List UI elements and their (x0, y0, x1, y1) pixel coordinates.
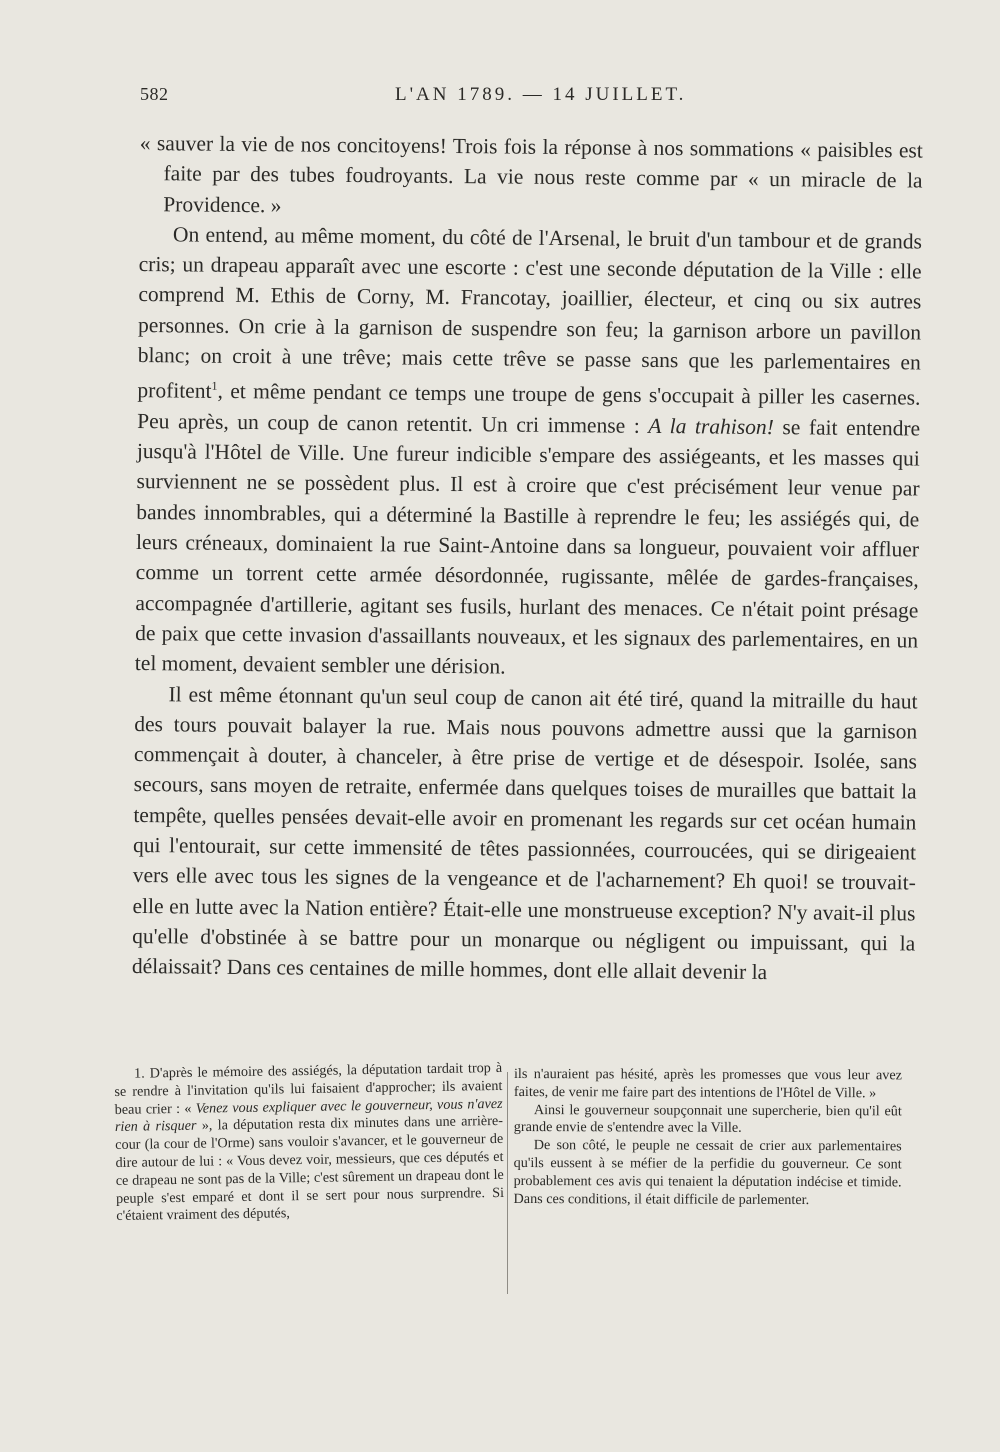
footnote-column-left (114, 1060, 504, 1226)
footnote-paragraph: ils n'auraient pas hésité, après les promesses que vous leur avez faites, de venir me faire part des intentions de l'Hôtel de Ville. » (513, 1066, 902, 1102)
footnotes (114, 1059, 914, 1296)
footnote-column-right (514, 1066, 902, 1210)
paragraph-arsenal (135, 219, 922, 686)
italic-phrase: A la trahison! (648, 413, 774, 439)
footnote-paragraph (114, 1060, 504, 1226)
column-divider (507, 1072, 508, 1294)
quote-paragraph: « sauver la vie de nos concitoyens! Trois fois la réponse à nos sommations « paisibles est faite par des tubes foudroyants. La vie nous reste comme par « un miracle de la Providence. » (139, 130, 923, 217)
paragraph-text: se fait entendre jusqu'à l'Hôtel de Ville. Une fureur indicible s'empare des assiégeants, et les masses qui surviennent ne se possèdent plus. Il est à croire que c'est précisément leur venue par bandes innombrables, qui a déterminé la Bastille à reprendre le feu; les assiégés qui, de leurs créneaux, dominaient la rue Saint-Antoine dans sa longueur, pouvaient voir affluer comme un torrent cette armée désordonnée, rugissante, mêlée de gardes-françaises, accompagnée d'artillerie, agitant ses fusils, hurlant des menaces. Ce n'était point présage de paix que cette invasion d'assaillants nouveaux, et les signaux des parlementaires, en un tel moment, devaient sembler une dérision. (134, 414, 921, 679)
running-title: L'AN 1789. — 14 JUILLET. (395, 84, 687, 105)
paragraph-text: On entend, au même moment, du côté de l'Arsenal, le bruit d'un tambour et de grands cris; un drapeau apparaît avec une escorte : c'est une seconde députation de la Ville : elle comprend M. Ethis de Corny, M. Francotay, joaillier, électeur, et cinq ou six autres personnes. On crie à la garnison de suspendre son feu; la garnison arbore un pavillon blanc; on croit à une trêve; mais cette trêve se passe sans que les parlementaires en profitent (137, 222, 923, 404)
footnote-reference: 1 (211, 379, 218, 394)
footnote-italic: Venez vous expliquer avec le gouverneur, vous n'avez rien à risquer (114, 1095, 503, 1136)
footnote-text: 1. D'après le mémoire des assiégés, la députation tardait trop à se rendre à l'invitation qu'ils lui faisaient d'approcher; ils avaient beau crier : « (114, 1059, 503, 1118)
paragraph-garrison: Il est même étonnant qu'un seul coup de canon ait été tiré, quand la mitraille du haut des tours pouvait balayer la rue. Mais nous pouvons admettre aussi que la garnison commençait à douter, à chanceler, à être prise de vertige et de désespoir. Isolée, sans secours, sans moyen de retraite, enfermée dans quelques toises de murailles que battait la tempête, quelles pensées devait-elle avoir en promenant les regards sur cet océan humain qui l'entourait, sur cette immensité de têtes passionnées, courroucées, qui se dirigeaient vers elle avec tous les signes de la vengeance et de l'acharnement? Eh quoi! se trouvait-elle en lutte avec la Nation entière? Était-elle une monstrueuse exception? N'y avait-il plus qu'elle d'obstinée à se battre pour un monarque ou négligent ou impuissant, qui la délaissait? Dans ces centaines de mille hommes, dont elle allait devenir la (131, 681, 918, 985)
page-number: 582 (140, 84, 169, 104)
main-text (132, 128, 923, 989)
footnote-paragraph: De son côté, le peuple ne cessait de crier aux parlementaires qu'ils eussent à se méfier de la perfidie du gouverneur. Ce sont probablement ces avis qui tenaient la députation indécise et timide. Dans ces conditions, il était difficile de parlementer. (513, 1137, 902, 1208)
footnote-text: », la députation resta dix minutes dans une arrière-cour (la cour de l'Orme) sans vouloir s'avancer, et le gouverneur de dire autour de lui : « Vous devez voir, messieurs, que ces députés et ce drapeau ne sont pas de la Ville; c'est sûrement un drapeau dont le peuple s'est emparé et dont il se sert pour nous surprendre. Si c'étaient vraiment des députés, (115, 1113, 505, 1225)
page-header (0, 84, 1000, 114)
footnote-paragraph: Ainsi le gouverneur soupçonnait une supercherie, bien qu'il eût grande envie de s'entendre avec la Ville. (513, 1101, 902, 1137)
paragraph-text: , et même pendant ce temps une troupe de gens s'occupait à piller les casernes. Peu après, un coup de canon retentit. Un cri immense : (137, 379, 921, 438)
